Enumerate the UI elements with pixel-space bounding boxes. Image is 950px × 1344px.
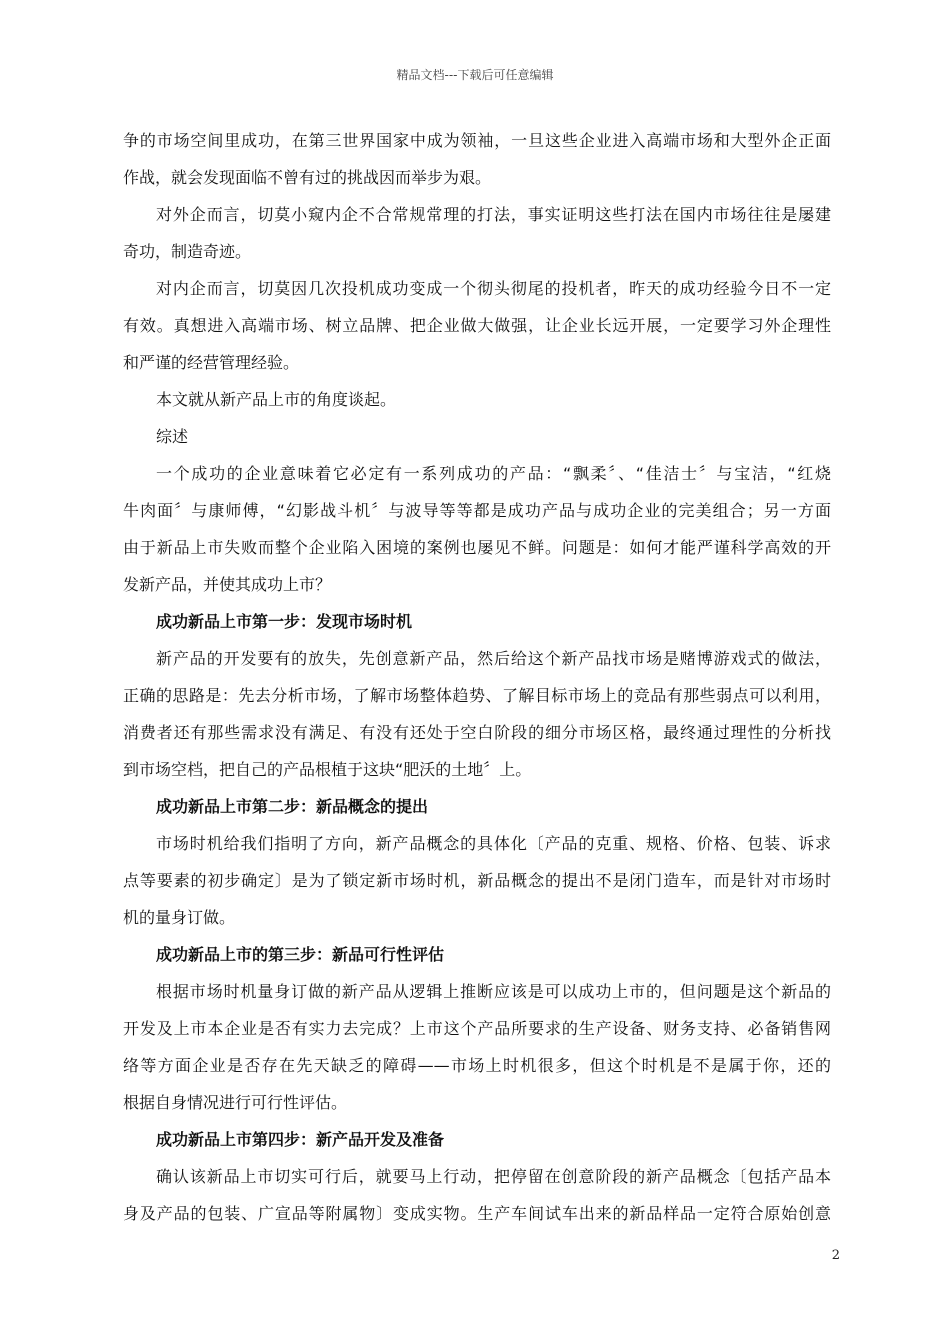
paragraph-line: 作战，就会发现面临不曾有过的挑战因而举步为艰。 <box>123 168 492 187</box>
paragraph-line: 确认该新品上市切实可行后，就要马上行动，把停留在创意阶段的新产品概念〔包括产品本 <box>156 1167 831 1186</box>
paragraph-line: 奇功，制造奇迹。 <box>123 242 252 261</box>
paragraph-line: 综述 <box>156 427 189 446</box>
paragraph-line: 根据自身情况进行可行性评估。 <box>123 1093 348 1112</box>
paragraph-line: 根据市场时机量身订做的新产品从逻辑上推断应该是可以成功上市的，但问题是这个新品的 <box>156 982 831 1001</box>
section-heading: 成功新品上市第二步：新品概念的提出 <box>156 797 429 816</box>
paragraph-line: 本文就从新产品上市的角度谈起。 <box>156 390 397 409</box>
paragraph-line: 正确的思路是：先去分析市场，了解市场整体趋势、了解目标市场上的竞品有那些弱点可以利用， <box>123 686 831 705</box>
paragraph-line: 有效。真想进入高端市场、树立品牌、把企业做大做强，让企业长远开展，一定要学习外企理性 <box>123 316 831 335</box>
paragraph-line: 对内企而言，切莫因几次投机成功变成一个彻头彻尾的投机者，昨天的成功经验今日不一定 <box>156 279 831 298</box>
paragraph-line: 络等方面企业是否存在先天缺乏的障碍——市场上时机很多，但这个时机是不是属于你，还的 <box>123 1056 831 1075</box>
paragraph-line: 对外企而言，切莫小窥内企不合常规常理的打法，事实证明这些打法在国内市场往往是屡建 <box>156 205 831 224</box>
paragraph-line: 和严谨的经营管理经验。 <box>123 353 300 372</box>
paragraph-line: 身及产品的包装、广宣品等附属物〕变成实物。生产车间试车出来的新品样品一定符合原始创意 <box>123 1204 831 1223</box>
paragraph-line: 由于新品上市失败而整个企业陷入困境的案例也屡见不鲜。问题是：如何才能严谨科学高效的开 <box>123 538 831 557</box>
paragraph-line: 市场时机给我们指明了方向，新产品概念的具体化〔产品的克重、规格、价格、包装、诉求 <box>156 834 831 853</box>
section-heading: 成功新品上市第一步：发现市场时机 <box>156 612 413 631</box>
paragraph-line: 一个成功的企业意味着它必定有一系列成功的产品：“飘柔〞、“佳洁士〞与宝洁，“红烧 <box>156 464 831 483</box>
paragraph-line: 机的量身订做。 <box>123 908 236 927</box>
page-number: 2 <box>831 1248 840 1263</box>
section-heading: 成功新品上市的第三步：新品可行性评估 <box>156 945 445 964</box>
paragraph-line: 争的市场空间里成功，在第三世界国家中成为领袖，一旦这些企业进入高端市场和大型外企正面 <box>123 131 831 150</box>
paragraph-line: 点等要素的初步确定〕是为了锁定新市场时机，新品概念的提出不是闭门造车，而是针对市场时 <box>123 871 831 890</box>
paragraph-line: 开发及上市本企业是否有实力去完成？上市这个产品所要求的生产设备、财务支持、必备销售网 <box>123 1019 831 1038</box>
page-header: 精品文档---下载后可任意编辑 <box>396 68 554 82</box>
paragraph-line: 新产品的开发要有的放失，先创意新产品，然后给这个新产品找市场是赌博游戏式的做法， <box>156 649 831 668</box>
paragraph-line: 到市场空档，把自己的产品根植于这块“肥沃的土地〞上。 <box>123 760 532 779</box>
paragraph-line: 发新产品，并使其成功上市？ <box>123 575 332 594</box>
document-body <box>123 122 831 1232</box>
paragraph-line: 牛肉面〞与康师傅，“幻影战斗机〞与波导等等都是成功产品与成功企业的完美组合；另一方面 <box>123 501 831 520</box>
paragraph-line: 消费者还有那些需求没有满足、有没有还处于空白阶段的细分市场区格，最终通过理性的分析找 <box>123 723 831 742</box>
section-heading: 成功新品上市第四步：新产品开发及准备 <box>156 1130 445 1149</box>
